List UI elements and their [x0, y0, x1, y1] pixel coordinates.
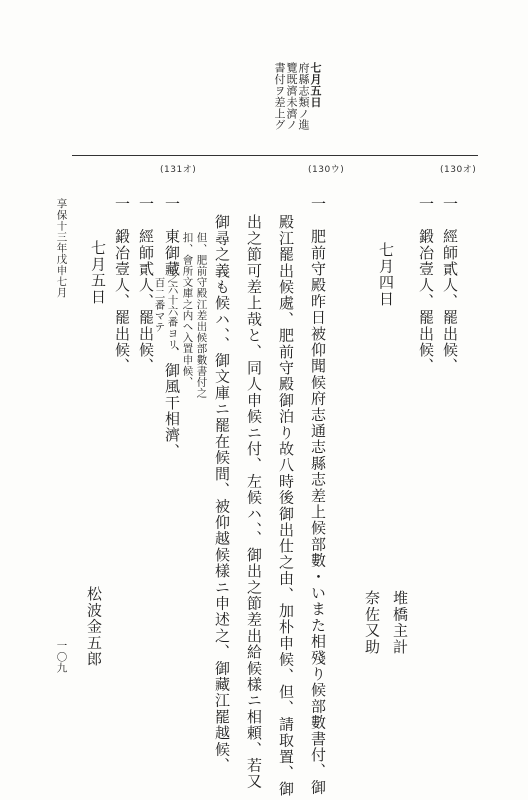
- folio-mark-130o: (130オ): [440, 165, 477, 175]
- note-interlinear-1: 三之六十六番ヨリ: [166, 261, 179, 350]
- text-column-7: 殿江罷出候處、肥前守殿御泊り故八時後御出仕之由、加朴申候、但、請取置、御: [277, 214, 295, 798]
- text-column-12b: 、御風干相濟、: [163, 346, 181, 460]
- text-column-9: 御尋之義も候ハ、、御文庫ニ罷在候間、被仰越候樣ニ申述之、御藏江罷越候、: [213, 214, 231, 774]
- text-column-8: 出之節可差上哉と、同人申候ニ付、左候ハ、、御出之節差出給候樣ニ相頼、若又: [245, 214, 263, 790]
- header-line-3: 書付ヲ差上グ: [273, 62, 286, 131]
- text-column-6: 一 肥前守殿昨日被仰聞候府志通志縣志差上候部數・いまた相殘り候部數書付、御: [309, 196, 327, 796]
- note-line-1: 但、肥前守殿江差出候部數書付之: [195, 232, 208, 399]
- margin-era-label: 享保十三年戊申七月: [55, 198, 68, 298]
- note-interlinear-2: 百二番マテ: [153, 277, 166, 333]
- signature-name-3: 松波金五郎: [85, 586, 103, 667]
- signature-name-1: 堆橋主計: [391, 590, 409, 655]
- folio-mark-131o: (131オ): [160, 165, 197, 175]
- note-line-2: 扣、會所文庫之内へ入置申候、: [181, 232, 194, 388]
- page-number: 一〇九: [55, 640, 68, 674]
- text-column-14: 一 鍛冶壹人、罷出候、: [113, 196, 131, 375]
- header-title: 七月五日: [309, 62, 322, 108]
- header-divider: [72, 155, 478, 156]
- text-column-1: 一 經師貳人、罷出候、: [441, 196, 459, 375]
- text-column-13: 一 經師貳人、罷出候、: [137, 196, 155, 375]
- text-column-2: 一 鍛冶壹人、罷出候、: [417, 196, 435, 375]
- signature-name-2: 奈佐又助: [363, 590, 381, 655]
- folio-mark-130u: (130ウ): [308, 165, 345, 175]
- date-july-4: 七月四日: [377, 242, 395, 307]
- header-line-1: 府縣志類ノ進: [297, 62, 310, 131]
- date-july-5: 七月五日: [89, 240, 107, 305]
- text-column-12a: 一 東御藏: [163, 196, 181, 277]
- header-line-2: 覽既濟未濟ノ: [285, 62, 298, 131]
